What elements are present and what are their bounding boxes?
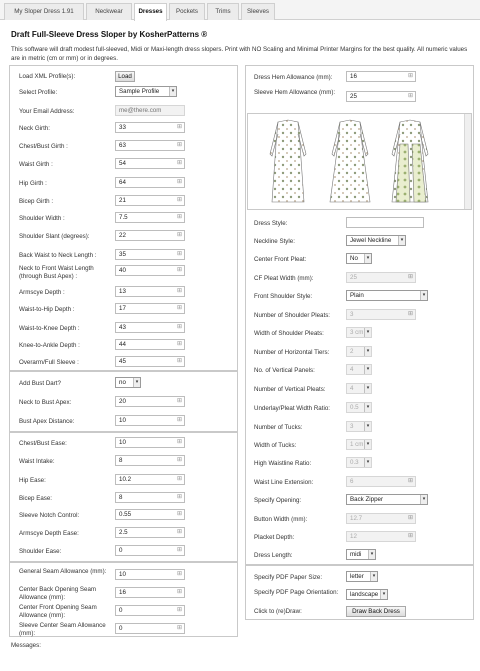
- field-select: [346, 421, 372, 432]
- field-input[interactable]: 45 ⊞: [115, 356, 185, 367]
- pdf-orient-label: Specify PDF Page Orientation:: [254, 589, 339, 596]
- field-label: Back Waist to Neck Length :: [19, 252, 97, 259]
- field-label: Shoulder Ease:: [19, 548, 62, 555]
- tab-my-sloper-dress[interactable]: My Sloper Dress 1.91: [4, 3, 84, 20]
- field-select: [346, 364, 372, 375]
- field-input[interactable]: 44 ⊞: [115, 339, 185, 350]
- field-select: [346, 402, 372, 413]
- pdf-orientation-select[interactable]: [346, 589, 388, 600]
- chevron-down-icon: ▾: [169, 87, 176, 96]
- chevron-down-icon: ▾: [380, 590, 387, 599]
- field-input: 12.7 ⊞: [346, 513, 416, 524]
- field-input[interactable]: 10 ⊞: [115, 569, 185, 580]
- field-label: General Seam Allowance (mm):: [19, 568, 107, 575]
- chevron-down-icon: ▾: [364, 458, 371, 467]
- page-description: This software will draft modest full-sleeved, Midi or Maxi-length dress slopers. Print with NO Scaling and Minimal Printer Margins for the best quality. All numeric values are in metric (cm or mm) or in degrees.: [11, 46, 468, 62]
- field-input: 25 ⊞: [346, 272, 416, 283]
- field-select: [346, 346, 372, 357]
- field-select: [346, 383, 372, 394]
- chevron-down-icon: ▾: [364, 328, 371, 337]
- field-label: Placket Depth:: [254, 534, 295, 541]
- field-input[interactable]: 8 ⊞: [115, 455, 185, 466]
- field-value: 4: [350, 385, 354, 392]
- field-value: 0.5: [350, 404, 359, 411]
- field-input: 3 ⊞: [346, 309, 416, 320]
- field-select[interactable]: [346, 253, 372, 264]
- field-label: Chest/Bust Ease:: [19, 440, 67, 447]
- field-label: No. of Vertical Panels:: [254, 367, 315, 374]
- field-input[interactable]: [346, 217, 424, 228]
- field-label: Underlay/Pleat Width Ratio:: [254, 405, 331, 412]
- field-input[interactable]: 54 ⊞: [115, 158, 185, 169]
- tab-trims[interactable]: Trims: [207, 3, 239, 20]
- tab-sleeves[interactable]: Sleeves: [241, 3, 275, 20]
- field-input[interactable]: 17 ⊞: [115, 303, 185, 314]
- field-label: Specify Opening:: [254, 497, 302, 504]
- field-label: Number of Vertical Pleats:: [254, 386, 326, 393]
- field-label: Waist-to-Knee Depth :: [19, 325, 80, 332]
- field-value: 2: [350, 348, 354, 355]
- field-input[interactable]: 16 ⊞: [115, 587, 185, 598]
- field-input[interactable]: 40 ⊞: [115, 265, 185, 276]
- field-label: Width of Shoulder Pleats:: [254, 330, 324, 337]
- field-value: midi: [350, 551, 362, 558]
- field-value: 3 cm: [350, 329, 364, 336]
- field-label: Waist-to-Hip Depth :: [19, 306, 75, 313]
- field-value: 1 cm: [350, 441, 364, 448]
- dress-preview-image: [247, 113, 472, 210]
- field-label: Overarm/Full Sleeve :: [19, 359, 79, 366]
- field-value: 0.3: [350, 459, 359, 466]
- field-input[interactable]: 22 ⊞: [115, 230, 185, 241]
- field-label: Center Back Opening Seam Allowance (mm):: [19, 586, 97, 601]
- field-input[interactable]: 0 ⊞: [115, 623, 185, 634]
- load-button[interactable]: Load: [115, 71, 135, 82]
- chevron-down-icon: ▾: [364, 347, 371, 356]
- chevron-down-icon: ▾: [364, 403, 371, 412]
- field-select: [346, 439, 372, 450]
- field-label: Sleeve Notch Control:: [19, 512, 80, 519]
- field-input[interactable]: 10.2 ⊞: [115, 474, 185, 485]
- chevron-down-icon: ▾: [364, 365, 371, 374]
- field-input[interactable]: 2.5 ⊞: [115, 527, 185, 538]
- pdf-paper-value: letter: [350, 573, 364, 580]
- dress-sketch-icon: [248, 114, 465, 209]
- email-label: Your Email Address:: [19, 108, 75, 115]
- chevron-down-icon: ▾: [364, 254, 371, 263]
- page-title: Draft Full-Sleeve Dress Sloper by KosherPatterns ®: [11, 30, 208, 39]
- field-label: Center Front Opening Seam Allowance (mm):: [19, 604, 97, 619]
- chevron-down-icon: ▾: [370, 572, 377, 581]
- field-input[interactable]: 25 ⊞: [346, 91, 416, 102]
- chevron-down-icon: ▾: [133, 378, 140, 387]
- field-label: Hip Girth :: [19, 180, 47, 187]
- field-value: 4: [350, 366, 354, 373]
- field-value: Back Zipper: [350, 496, 384, 503]
- preview-scrollbar[interactable]: [464, 114, 471, 209]
- field-input[interactable]: 7.5 ⊞: [115, 212, 185, 223]
- field-label: Neck to Bust Apex:: [19, 399, 72, 406]
- tab-dresses[interactable]: Dresses: [134, 3, 167, 21]
- field-label: Bicep Girth :: [19, 198, 54, 205]
- field-input[interactable]: 0 ⊞: [115, 545, 185, 556]
- email-field[interactable]: [115, 105, 185, 116]
- bust-dart-value: no: [119, 379, 126, 386]
- field-label: Waist Girth :: [19, 161, 53, 168]
- bust-dart-label: Add Bust Dart?: [19, 380, 61, 387]
- chevron-down-icon: ▾: [398, 236, 405, 245]
- field-label: Number of Shoulder Pleats:: [254, 312, 331, 319]
- field-label: Number of Horizontal Tiers:: [254, 349, 330, 356]
- field-label: Sleeve Hem Allowance (mm):: [254, 89, 336, 96]
- field-label: Shoulder Slant (degrees):: [19, 233, 90, 240]
- field-label: Button Width (mm):: [254, 516, 308, 523]
- field-label: Armscye Depth :: [19, 289, 65, 296]
- field-input[interactable]: 0.55 ⊞: [115, 509, 185, 520]
- pdf-paper-select[interactable]: [346, 571, 378, 582]
- field-label: Hip Ease:: [19, 477, 46, 484]
- field-select: [346, 457, 372, 468]
- field-label: Sleeve Center Seam Allowance (mm):: [19, 622, 106, 637]
- load-xml-label: Load XML Profile(s):: [19, 73, 76, 80]
- chevron-down-icon: ▾: [364, 440, 371, 449]
- field-label: Neckline Style:: [254, 238, 295, 245]
- field-input: 12 ⊞: [346, 531, 416, 542]
- pdf-orientation-value: landscape: [350, 591, 379, 598]
- field-value: Jewel Neckline: [350, 237, 392, 244]
- field-input[interactable]: 10 ⊞: [115, 437, 185, 448]
- field-select[interactable]: [346, 549, 376, 560]
- field-label: Waist Line Extension:: [254, 479, 314, 486]
- field-input[interactable]: 10 ⊞: [115, 415, 185, 426]
- field-select[interactable]: [346, 235, 406, 246]
- field-value: No: [350, 255, 358, 262]
- field-input[interactable]: 8 ⊞: [115, 492, 185, 503]
- messages-label: Messages:: [11, 642, 41, 649]
- field-input[interactable]: 35 ⊞: [115, 249, 185, 260]
- chevron-down-icon: ▾: [364, 384, 371, 393]
- bust-dart-select[interactable]: [115, 377, 141, 388]
- select-profile-value: Sample Profile: [119, 88, 160, 95]
- field-label: Front Shoulder Style:: [254, 293, 313, 300]
- chevron-down-icon: ▾: [420, 495, 427, 504]
- field-label: Dress Hem Allowance (mm):: [254, 74, 333, 81]
- field-label: Shoulder Width :: [19, 215, 65, 222]
- field-input[interactable]: 64 ⊞: [115, 177, 185, 188]
- field-input[interactable]: 33 ⊞: [115, 122, 185, 133]
- pdf-paper-label: Specify PDF Paper Size:: [254, 574, 323, 581]
- field-label: Dress Length:: [254, 552, 293, 559]
- field-input[interactable]: 21 ⊞: [115, 195, 185, 206]
- field-label: Dress Style:: [254, 220, 288, 227]
- tab-pockets[interactable]: Pockets: [169, 3, 205, 20]
- field-select[interactable]: [346, 494, 428, 505]
- chevron-down-icon: ▾: [364, 422, 371, 431]
- chevron-down-icon: ▾: [368, 550, 375, 559]
- field-input[interactable]: 0 ⊞: [115, 605, 185, 616]
- draw-label: Click to (re)Draw:: [254, 608, 302, 615]
- select-profile-dropdown[interactable]: [115, 86, 177, 97]
- field-input[interactable]: 63 ⊞: [115, 140, 185, 151]
- field-select[interactable]: [346, 290, 428, 301]
- field-label: Chest/Bust Girth :: [19, 143, 68, 150]
- select-profile-label: Select Profile:: [19, 89, 58, 96]
- chevron-down-icon: ▾: [420, 291, 427, 300]
- field-input[interactable]: 16 ⊞: [346, 71, 416, 82]
- draw-back-dress-button[interactable]: Draw Back Dress: [346, 606, 406, 617]
- field-input[interactable]: 43 ⊞: [115, 322, 185, 333]
- tab-neckwear[interactable]: Neckwear: [86, 3, 132, 20]
- field-select: [346, 327, 372, 338]
- field-value: 3: [350, 423, 354, 430]
- field-label: CF Pleat Width (mm):: [254, 275, 314, 282]
- field-label: High Waistline Ratio:: [254, 460, 312, 467]
- field-label: Waist Intake:: [19, 458, 55, 465]
- field-input[interactable]: 20 ⊞: [115, 396, 185, 407]
- field-label: Knee-to-Ankle Depth :: [19, 342, 80, 349]
- field-label: Armscye Depth Ease:: [19, 530, 79, 537]
- field-label: Bicep Ease:: [19, 495, 53, 502]
- field-label: Center Front Pleat:: [254, 256, 307, 263]
- field-label: Number of Tucks:: [254, 424, 303, 431]
- field-label: Neck Girth:: [19, 125, 50, 132]
- field-value: Plain: [350, 292, 364, 299]
- field-label: Bust Apex Distance:: [19, 418, 75, 425]
- field-label: Width of Tucks:: [254, 442, 297, 449]
- tab-bar: [0, 0, 480, 20]
- field-input[interactable]: 13 ⊞: [115, 286, 185, 297]
- field-label: Neck to Front Waist Length (through Bust Apex) :: [19, 265, 94, 280]
- field-input: 6 ⊞: [346, 476, 416, 487]
